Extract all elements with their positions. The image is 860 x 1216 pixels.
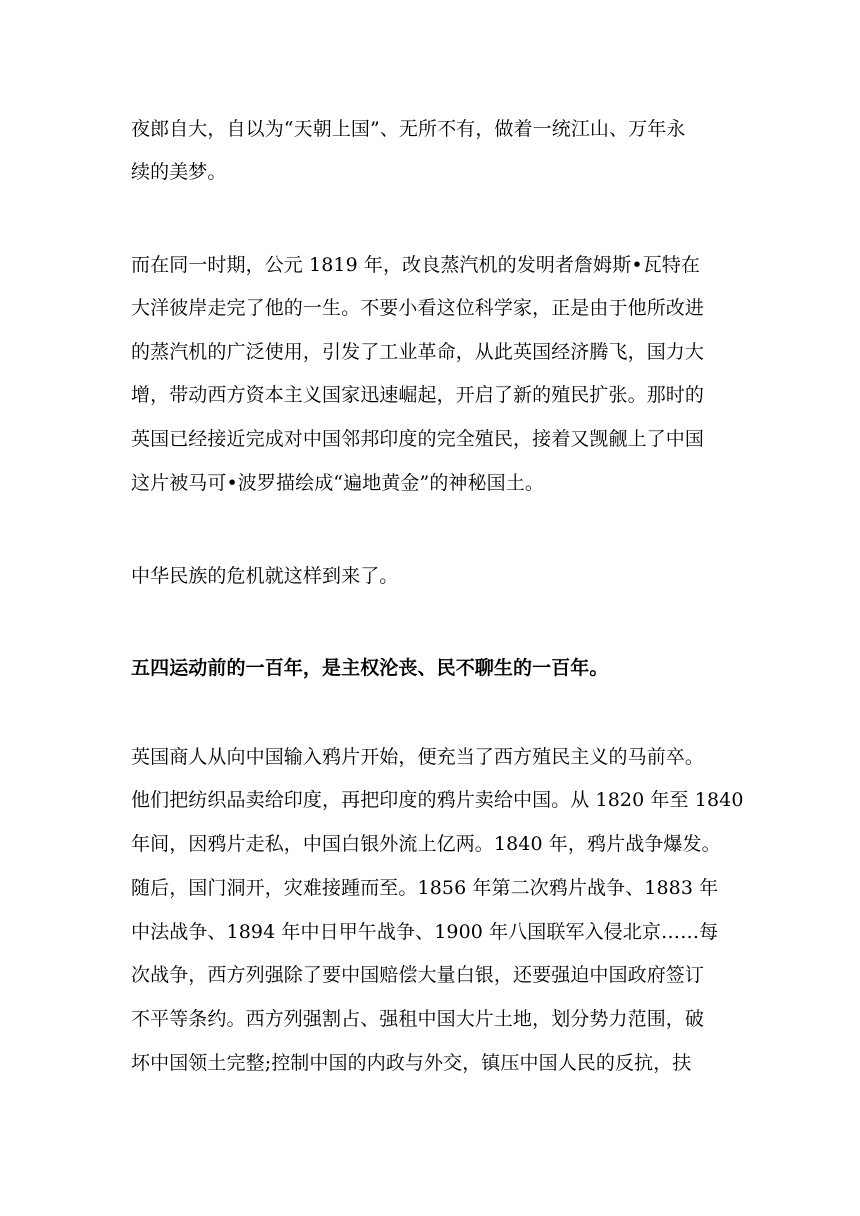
text-line: 他们把纺织品卖给印度，再把印度的鸦片卖给中国。从 1820 年至 1840 — [131, 789, 744, 811]
text-line: 英国已经接近完成对中国邻邦印度的完全殖民，接着又觊觎上了中国 — [131, 428, 705, 450]
text-line: 大洋彼岸走完了他的一生。不要小看这位科学家，正是由于他所改进 — [131, 297, 705, 319]
text-line: 不平等条约。西方列强割占、强租中国大片土地，划分势力范围，破 — [131, 1008, 705, 1030]
text-line: 次战争，西方列强除了要中国赔偿大量白银，还要强迫中国政府签订 — [131, 964, 705, 986]
text-line: 夜郎自大，自以为“天朝上国”、无所不有，做着一统江山、万年永 — [131, 118, 686, 140]
text-line: 这片被马可•波罗描绘成“遍地黄金”的神秘国土。 — [131, 472, 544, 494]
text-line: 中法战争、1894 年中日甲午战争、1900 年八国联军入侵北京……每 — [131, 921, 719, 943]
text-line: 的蒸汽机的广泛使用，引发了工业革命，从此英国经济腾飞，国力大 — [131, 341, 705, 363]
text-line: 英国商人从向中国输入鸦片开始，便充当了西方殖民主义的马前卒。 — [131, 746, 705, 768]
text-line: 中华民族的危机就这样到来了。 — [131, 565, 399, 587]
text-line: 增，带动西方资本主义国家迅速崛起，开启了新的殖民扩张。那时的 — [131, 384, 705, 406]
bold-statement: 五四运动前的一百年，是主权沦丧、民不聊生的一百年。 — [131, 657, 609, 679]
text-line: 年间，因鸦片走私，中国白银外流上亿两。1840 年，鸦片战争爆发。 — [131, 833, 721, 855]
text-line: 而在同一时期，公元 1819 年，改良蒸汽机的发明者詹姆斯•瓦特在 — [131, 254, 700, 276]
text-line: 坏中国领土完整;控制中国的内政与外交，镇压中国人民的反抗，扶 — [131, 1052, 692, 1074]
text-line: 续的美梦。 — [131, 161, 227, 183]
text-line: 随后，国门洞开，灾难接踵而至。1856 年第二次鸦片战争、1883 年 — [131, 877, 719, 899]
